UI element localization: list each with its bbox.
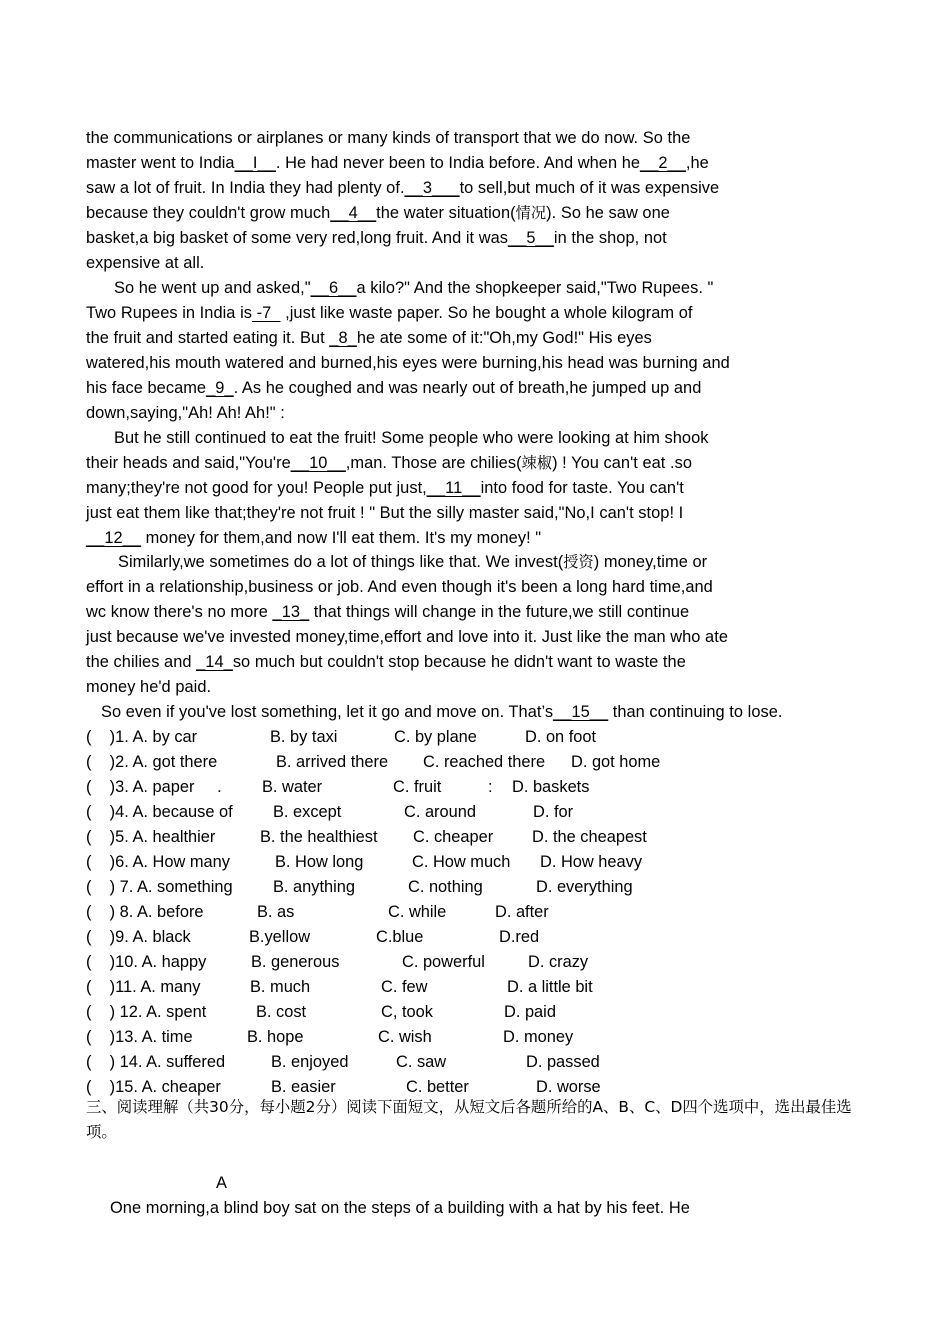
- passage-line: [86, 228, 667, 248]
- passage-text: wc know there's no more: [86, 603, 273, 621]
- question-option-a: ( )10. A. happy: [86, 953, 207, 971]
- passage-line: [101, 702, 783, 722]
- question-option: C. few: [381, 978, 428, 996]
- question-option: C, took: [381, 1003, 433, 1021]
- question-option: D. a little bit: [507, 978, 593, 996]
- question-option: D. paid: [504, 1003, 556, 1021]
- question-option: C. by plane: [394, 728, 477, 746]
- passage-line: [86, 602, 689, 622]
- blank-number: __10__: [290, 454, 346, 472]
- question-option: B. arrived there: [276, 753, 389, 771]
- question-option-a: ( )4. A. because of: [86, 803, 233, 821]
- passage-text: a kilo?" And the shopkeeper said,"Two Rupees. ": [356, 279, 714, 297]
- passage-line: [114, 428, 709, 448]
- passage-line: [86, 627, 728, 647]
- passage-text: master went to India: [86, 154, 235, 172]
- passage-text: his face became: [86, 379, 207, 397]
- passage-text: So even if you've lost something, let it go and move on. That’s: [101, 703, 554, 721]
- question-option: B. as: [257, 903, 295, 921]
- blank-number: __2__: [640, 154, 686, 172]
- passage-line: [86, 528, 541, 548]
- passage-line: [86, 203, 670, 223]
- question-option: D. baskets: [512, 778, 590, 796]
- passage-line: [118, 552, 707, 572]
- passage-line: [86, 577, 713, 597]
- question-option-a: ( )15. A. cheaper: [86, 1078, 221, 1096]
- blank-number: _9_: [206, 379, 234, 397]
- question-option: C. saw: [396, 1053, 447, 1071]
- question-option-a: ( )5. A. healthier: [86, 828, 216, 846]
- passage-line: [86, 353, 730, 373]
- chinese-gloss: 情况: [515, 204, 547, 222]
- passage-text: in the shop, not: [553, 229, 667, 247]
- question-option: C. around: [404, 803, 476, 821]
- passage-line: [86, 503, 683, 523]
- blank-number: -7: [252, 304, 281, 322]
- question-option: D. everything: [536, 878, 633, 896]
- question-option-a: ( ) 8. A. before: [86, 903, 204, 921]
- question-option: D. the cheapest: [532, 828, 647, 846]
- passage-text: that things will change in the future,we still continue: [309, 603, 690, 621]
- passage-text: the chilies and: [86, 653, 197, 671]
- question-option: C. cheaper: [413, 828, 494, 846]
- blank-number: __5__: [508, 229, 554, 247]
- passage-line: [86, 478, 684, 498]
- question-option-a: ( )2. A. got there: [86, 753, 218, 771]
- question-option-a: ( )11. A. many: [86, 978, 201, 996]
- passage-line: [86, 403, 285, 423]
- passage-text: watered,his mouth watered and burned,his eyes were burning,his head was burning and: [86, 354, 730, 372]
- passage-text: so much but couldn't stop because he didn't want to waste the: [232, 653, 686, 671]
- question-option: D. money: [503, 1028, 574, 1046]
- question-option: D.red: [499, 928, 540, 946]
- passage-text: effort in a relationship,business or job. And even though it's been a long hard time,and: [86, 578, 713, 596]
- question-option: C. powerful: [402, 953, 485, 971]
- passage-text: ,he: [685, 154, 709, 172]
- blank-number: _14_: [196, 653, 233, 671]
- chinese-gloss: 授资: [563, 553, 594, 571]
- blank-number: __3___: [404, 179, 460, 197]
- passage-text: ,just like waste paper. So he bought a whole kilogram of: [280, 304, 693, 322]
- question-option: B. How long: [275, 853, 364, 871]
- question-option-a: ( )6. A. How many: [86, 853, 230, 871]
- question-option: B. water: [262, 778, 323, 796]
- passage-line: [86, 378, 701, 398]
- passage-text: money he'd paid.: [86, 678, 212, 696]
- question-option: B. hope: [247, 1028, 304, 1046]
- blank-number: __12__: [86, 529, 141, 547]
- question-option: C. How much: [412, 853, 511, 871]
- blank-number: _8_: [329, 329, 357, 347]
- passage-text: ,man. Those are chilies(: [345, 454, 522, 472]
- passage-line: [86, 652, 686, 672]
- passage-text: because they couldn't grow much: [86, 204, 331, 222]
- question-option: B. by taxi: [270, 728, 338, 746]
- passage-text: ) ! You can't eat .so: [552, 454, 693, 472]
- passage-text: down,saying,"Ah! Ah! Ah!" :: [86, 404, 285, 422]
- question-option: B. enjoyed: [271, 1053, 349, 1071]
- passage-text: just because we've invested money,time,effort and love into it. Just like the man who ate: [86, 628, 728, 646]
- question-option: D. worse: [536, 1078, 601, 1096]
- passage-text: than continuing to lose.: [608, 703, 783, 721]
- passage-text: he ate some of it:"Oh,my God!" His eyes: [356, 329, 652, 347]
- passage-text: So he went up and asked,": [114, 279, 311, 297]
- blank-number: __I__: [234, 154, 276, 172]
- passage-text: to sell,but much of it was expensive: [459, 179, 720, 197]
- passage-line: [86, 253, 204, 273]
- passage-line: [86, 153, 709, 173]
- question-option: C. while: [388, 903, 447, 921]
- blank-number: __4__: [330, 204, 377, 222]
- section-three-heading: 三、阅读理解（共30分，每小题2分）阅读下面短文，从短文后各题所给的A、B、C、D四个选项中，选出最佳选项。: [86, 1098, 852, 1141]
- passage-text: expensive at all.: [86, 254, 205, 272]
- question-option: B.yellow: [249, 928, 311, 946]
- passage-text: their heads and said,"You're: [86, 454, 291, 472]
- passage-text: ) money,time or: [593, 553, 708, 571]
- question-option: B. anything: [273, 878, 356, 896]
- question-option: B. generous: [251, 953, 340, 971]
- passage-line: [86, 128, 690, 148]
- question-option-a: ( )13. A. time: [86, 1028, 193, 1046]
- question-option: B. the healthiest: [260, 828, 378, 846]
- passage-text: Similarly,we sometimes do a lot of things like that. We invest(: [118, 553, 564, 571]
- question-option: C. fruit: [393, 778, 442, 796]
- question-option: D. for: [533, 803, 574, 821]
- question-option: :: [488, 778, 493, 796]
- passage-line: [86, 303, 692, 323]
- question-option: D. passed: [526, 1053, 600, 1071]
- chinese-gloss: 竦椒: [521, 454, 553, 472]
- question-option: D. crazy: [528, 953, 589, 971]
- question-option: D. on foot: [525, 728, 597, 746]
- passage-text: . As he coughed and was nearly out of breath,he jumped up and: [233, 379, 702, 397]
- passage-text: the communications or airplanes or many kinds of transport that we do now. So the: [86, 129, 691, 147]
- passage-text: money for them,and now I'll eat them. It's my money! ": [141, 529, 542, 547]
- question-option-a: ( )9. A. black: [86, 928, 191, 946]
- question-option-a: ( ) 12. A. spent: [86, 1003, 207, 1021]
- passage-text: the fruit and started eating it. But: [86, 329, 330, 347]
- passage-text: into food for taste. You can't: [480, 479, 684, 497]
- passage-text: just eat them like that;they're not fruit ! " But the silly master said,"No,I can't stop! I: [86, 504, 684, 522]
- passage-text: Two Rupees in India is: [86, 304, 253, 322]
- passage-line: [114, 278, 713, 298]
- passage-text: . He had never been to India before. And when he: [275, 154, 641, 172]
- question-option: D. got home: [571, 753, 661, 771]
- passage-text: basket,a big basket of some very red,long fruit. And it was: [86, 229, 509, 247]
- question-option-a: ( )3. A. paper .: [86, 778, 222, 796]
- question-option: B. much: [250, 978, 311, 996]
- passage-text: saw a lot of fruit. In India they had plenty of.: [86, 179, 405, 197]
- passage-line: [86, 178, 719, 198]
- blank-number: __15__: [553, 703, 609, 721]
- passage-a-label: A: [216, 1174, 227, 1192]
- passage-line: [86, 677, 211, 697]
- question-option: C. wish: [378, 1028, 432, 1046]
- question-option: C. better: [406, 1078, 469, 1096]
- question-option: B. except: [273, 803, 342, 821]
- question-option: C.blue: [376, 928, 424, 946]
- passage-a-first-line: One morning,a blind boy sat on the steps of a building with a hat by his feet. He: [110, 1199, 690, 1217]
- passage-text: ). So he saw one: [546, 204, 670, 222]
- question-option-a: ( )1. A. by car: [86, 728, 198, 746]
- blank-number: __6__: [310, 279, 357, 297]
- passage-text: But he still continued to eat the fruit! Some people who were looking at him shook: [114, 429, 709, 447]
- question-option: C. nothing: [408, 878, 483, 896]
- passage-text: many;they're not good for you! People put just,: [86, 479, 427, 497]
- question-option: D. after: [495, 903, 549, 921]
- question-option-a: ( ) 7. A. something: [86, 878, 233, 896]
- question-option: D. How heavy: [540, 853, 643, 871]
- question-option: B. easier: [271, 1078, 336, 1096]
- passage-line: [86, 328, 652, 348]
- blank-number: _13_: [272, 603, 310, 621]
- passage-line: [86, 453, 692, 473]
- question-option: B. cost: [256, 1003, 307, 1021]
- question-option-a: ( ) 14. A. suffered: [86, 1053, 226, 1071]
- question-option: C. reached there: [423, 753, 546, 771]
- blank-number: __11__: [426, 479, 481, 497]
- passage-text: the water situation(: [376, 204, 516, 222]
